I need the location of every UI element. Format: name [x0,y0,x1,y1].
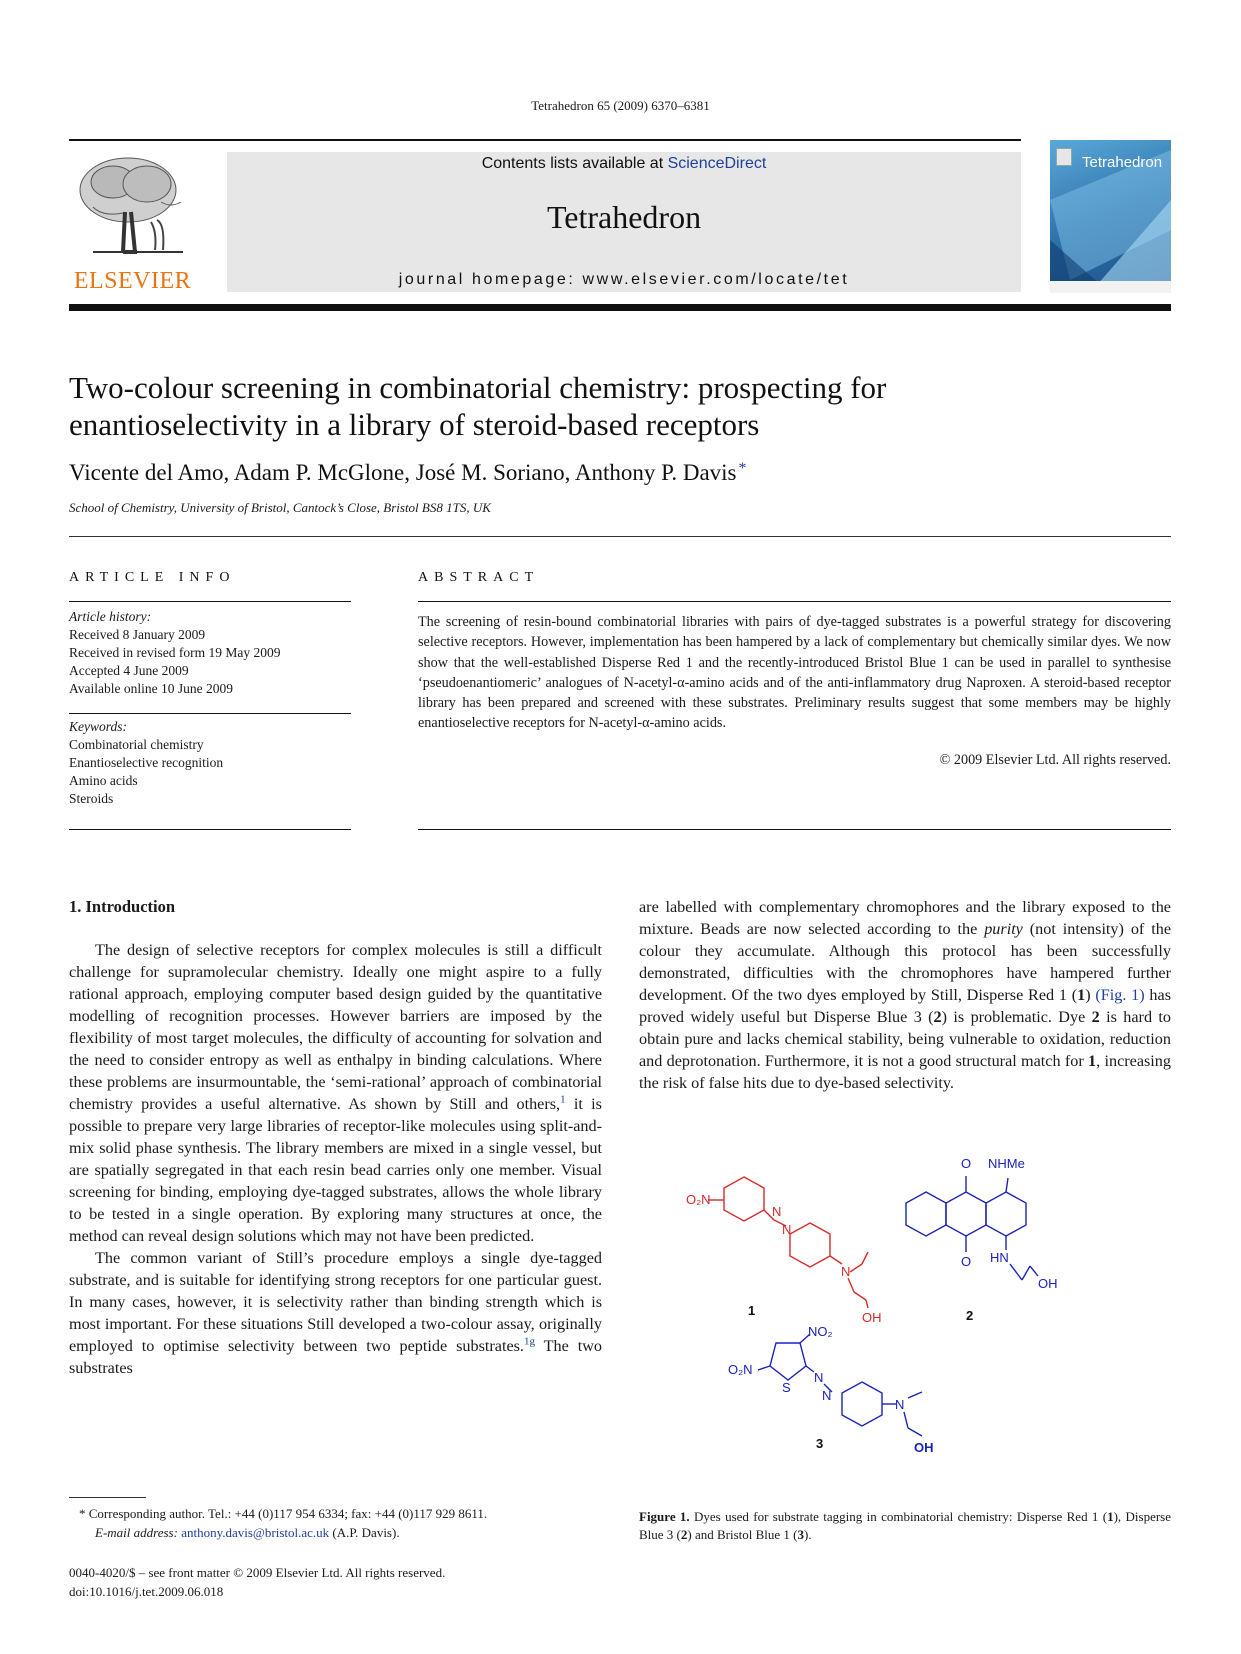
amine-n-label: N [895,1397,905,1412]
abstract-text: The screening of resin-bound combinatorial libraries with pairs of dye-tagged substrates is a powerful strategy for discovering selective receptors. However, implementation has been hampered by a lack of complementary but chemically similar dyes. We now show that the well-established Disperse Red 1 and the recently-introduced Bristol Blue 1 can be used in parallel to synthesise ‘pseudoenantiomeric’ analogues of N-acetyl-α-amino acids and of the anti-inflammatory drug Naproxen. A steroid-based receptor library has been prepared and screened with these substrates. Preliminary results suggest that some members may be highly enantioselective receptors for N-acetyl-α-amino acids. [418,614,1171,732]
paragraph-text: The common variant of Still’s procedure employs a single dye-tagged substrate, and is suitable for identifying strong receptors for one particular guest. In many cases, however, it is selectivity rather than binding strength which is most important. For these situations Still developed a two-colour assay, originally employed to optimise selectivity between two peptide substrates. [69,1249,602,1355]
reference-link[interactable]: 1 [560,1093,566,1106]
journal-cover-thumbnail [1050,140,1171,293]
methylamino-label: NHMe [988,1156,1025,1171]
front-matter-line: 0040-4020/$ – see front matter © 2009 Elsevier Ltd. All rights reserved. [69,1565,446,1580]
amino-hn-label: HN [990,1250,1009,1265]
nitro-label: NO₂ [808,1324,833,1339]
hydroxyl-label: OH [914,1440,934,1455]
article-history-label: Article history: [69,609,152,624]
body-column-right [639,896,1171,1094]
thiophene-s-label: S [782,1380,791,1395]
paragraph-text: has proved widely useful but Disperse Blue 3 ( [639,986,1171,1026]
article-history [69,608,351,698]
paragraph-text: ) is problematic. Dye [941,1008,1092,1026]
title-rule [69,536,1171,537]
keyword-item: Steroids [69,791,114,806]
compound-number: 2 [680,1527,688,1542]
paragraph-text: are labelled with complementary chromophores and the library exposed to the mixture. Beads are now selected according to the [639,898,1171,938]
header-thick-rule [69,304,1171,311]
history-item: Accepted 4 June 2009 [69,663,189,678]
journal-homepage[interactable]: journal homepage: www.elsevier.com/locate/tet [398,271,850,288]
abstract-copyright: © 2009 Elsevier Ltd. All rights reserved. [939,752,1171,768]
nitro-label: O₂N [728,1362,753,1377]
contents-line [227,155,1021,173]
compound-1-label: 1 [748,1303,756,1318]
contents-prefix: Contents lists available at [481,155,668,172]
email-suffix: (A.P. Davis). [329,1524,400,1540]
compound-number: 3 [797,1527,805,1542]
keywords-label: Keywords: [69,719,127,734]
compound-number: 2 [1091,1008,1100,1026]
history-item: Available online 10 June 2009 [69,681,233,696]
azo-n-label: N [782,1222,792,1237]
publisher-logo [69,152,196,295]
paragraph-text: (not intensity) of the colour they accumulate. Although this protocol has been successfully demonstrated, difficulties with the chromophores have hampered further development. Of the two dyes employed by Still, Disperse Red 1 ( [639,920,1172,1004]
corresponding-author-mark[interactable]: * [738,460,747,477]
dye-2-structure [906,1176,1038,1280]
paragraph-text: The design of selective receptors for complex molecules is still a difficult challenge for supramolecular chemistry. Ideally one might aspire to a fully rational approach, employing computer based design guided by the quantitative modelling of recognition processes. However barriers are imposed by the flexibility of most target molecules, the difficulty of accounting for solvation and the need to consider entropy as well as enthalpy in binding calculations. Where these problems are insurmountable, the ‘semi-rational’ approach of combinatorial chemistry provides a useful alternative. As shown by Still and others, [69,941,602,1113]
sciencedirect-link[interactable]: ScienceDirect [667,155,767,172]
amine-n-label: N [841,1264,851,1279]
article-title [69,369,1169,443]
dye-1-structure [708,1177,868,1308]
intro-paragraph-1 [69,939,602,1247]
carbonyl-o-label: O [961,1254,972,1269]
figure-1-structures [686,1156,1130,1490]
compound-2-label: 2 [966,1308,974,1323]
elsevier-wordmark: ELSEVIER [73,268,192,294]
author-list [69,460,747,486]
keyword-item: Enantioselective recognition [69,755,224,770]
affiliation: School of Chemistry, University of Bristol, Cantock’s Close, Bristol BS8 1TS, UK [69,500,491,515]
compound-number: 1 [1088,1052,1097,1070]
azo-n-label: N [814,1370,824,1385]
keyword-item: Combinatorial chemistry [69,737,204,752]
cover-title: Tetrahedron [1082,154,1163,171]
footnote-mark: * [79,1506,86,1521]
intro-paragraph-2 [69,1247,602,1379]
journal-citation: Tetrahedron 65 (2009) 6370–6381 [531,98,710,113]
keywords [69,718,351,808]
authors-text: Vicente del Amo, Adam P. McGlone, José M. Soriano, Anthony P. Davis [69,460,737,485]
article-title-line-2: enantioselectivity in a library of steroid-based receptors [69,407,760,442]
journal-name: Tetrahedron [546,199,702,235]
article-title-line-1: Two-colour screening in combinatorial chemistry: prospecting for [69,370,887,405]
front-matter-info [69,1564,445,1601]
article-info-heading: ARTICLE INFO [69,570,236,585]
abstract-rule-bottom [418,829,1171,830]
hydroxyl-label: OH [1038,1276,1058,1291]
hydroxyl-label: OH [862,1310,882,1325]
footnote-rule [69,1497,146,1498]
section-heading-introduction: 1. Introduction [69,897,176,916]
azo-n-label: N [772,1204,782,1219]
compound-number: 2 [933,1008,942,1026]
paragraph-text: is hard to obtain pure and lacks chemical stability, being vulnerable to oxidation, reduction and deprotonation. Furthermore, it is not a good structural match for [639,1008,1171,1070]
doi-line[interactable]: doi:10.1016/j.tet.2009.06.018 [69,1583,224,1599]
header-rule [69,139,1021,141]
reference-link[interactable]: 1g [523,1335,535,1348]
journal-masthead [227,152,1021,292]
paragraph-text: , increasing the risk of false hits due to dye-based selectivity. [639,1052,1171,1092]
article-info-rule-top [69,601,351,602]
compound-3-label: 3 [816,1436,824,1451]
elsevier-tree-icon [73,152,192,267]
abstract-heading: ABSTRACT [418,570,540,585]
keyword-item: Amino acids [69,773,138,788]
figure-1-caption [639,1508,1171,1544]
cover-footer-band [1050,281,1171,293]
compound-number: 1 [1107,1509,1114,1524]
article-info-rule-bottom [69,829,351,830]
figure-reference-link[interactable]: (Fig. 1) [1095,986,1145,1004]
caption-text: ), Disperse Blue 3 ( [639,1509,1171,1542]
dye-1-nitro-label: O₂N [686,1192,711,1207]
history-item: Received 8 January 2009 [69,627,206,642]
cover-logo-icon [1056,148,1072,166]
emphasis-purity: purity [984,920,1023,938]
compound-number: 1 [1077,986,1086,1004]
caption-text: ) and Bristol Blue 1 ( [687,1527,798,1542]
corresponding-author-footnote [69,1505,629,1542]
caption-text: ). [804,1527,812,1542]
footnote-contact: Corresponding author. Tel.: +44 (0)117 954 6334; fax: +44 (0)117 929 8611. [85,1506,488,1521]
intro-paragraph-continued [639,896,1171,1094]
email-label: E-mail address: [95,1524,178,1540]
paragraph-text: it is possible to prepare very large libraries of receptor-like molecules using split-and-mix solid phase synthesis. The library members are mixed in a single vessel, but are spatially segregated in that each resin bead carries only one member. Visual screening for binding, employing dye-tagged substrates, allows the whole library to be tested in a single operation. By exploring many structures at once, the method can reveal design solutions which may not have been predicted. [69,1095,602,1245]
history-item: Received in revised form 19 May 2009 [69,645,281,660]
body-column-left [69,939,602,1379]
article-info-rule-middle [69,713,351,714]
paragraph-text: The two substrates [69,1337,603,1377]
azo-n-label: N [822,1388,832,1403]
email-link[interactable]: anthony.davis@bristol.ac.uk [181,1524,330,1540]
abstract-rule-top [418,601,1171,602]
figure-label: Figure 1. [639,1509,690,1524]
carbonyl-o-label: O [961,1156,972,1171]
paragraph-text: ) [1085,986,1096,1004]
caption-text: Dyes used for substrate tagging in combinatorial chemistry: Disperse Red 1 ( [689,1509,1108,1524]
